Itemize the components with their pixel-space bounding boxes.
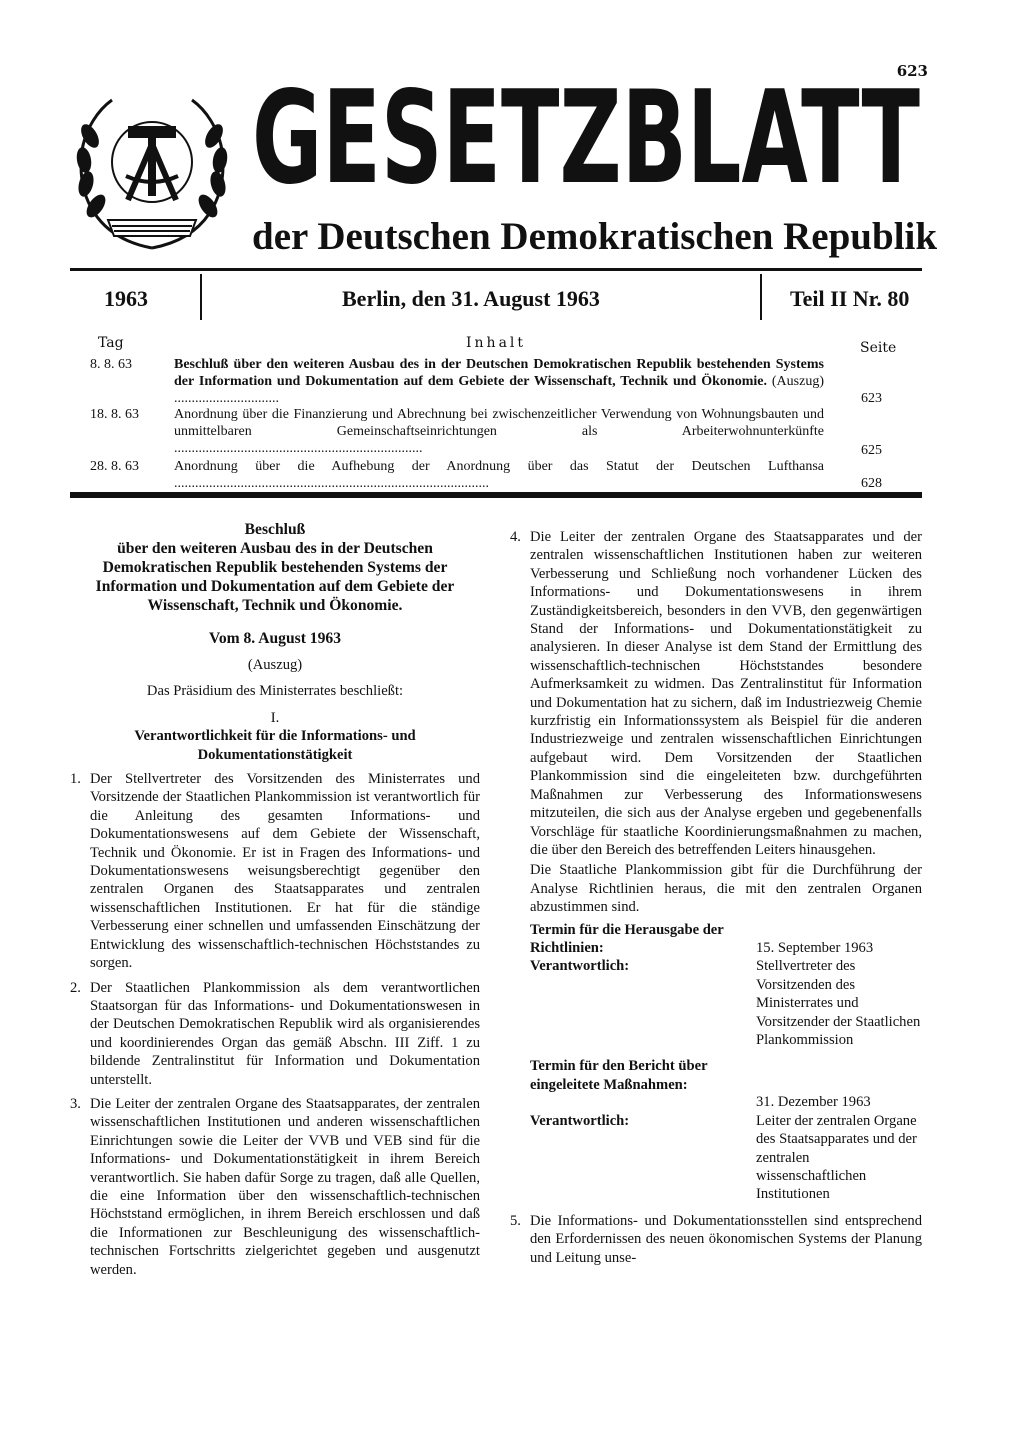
issue-part: Teil II Nr. 80 — [790, 286, 910, 311]
decision-title: Beschluß — [244, 521, 306, 538]
item-number: 4. — [510, 529, 521, 545]
decision-date: Vom 8. August 1963 — [209, 630, 341, 647]
toc-entry-suffix: (Auszug) .............................. — [174, 374, 824, 406]
toc-entry-page: 625 — [861, 443, 882, 458]
item-text: Die Leiter der zentralen Organe des Staatsapparates, der zentralen wissenschaftlichen Institutionen und anderen wissenschaftlichen Einrichtungen sowie die Leiter der VVB und VEB sind für die Informations- und Dokumentationstätigkeit in ihrem Bereich verantwortlich. Sie haben dafür Sorge zu tragen, daß alle Quellen, die eine Information über den wissenschaftlich-technischen Höchststand ermöglichen, in ihrem Bereich erschlossen und daß die Informationen zur Beschleunigung des wissenschaftlich-technischen Fortschritts zielgerichtet gegeben und ausgenutzt werden. — [90, 1095, 480, 1278]
item-text: Die Leiter der zentralen Organe des Staatsapparates und der zentralen wissenschaftlichen Institutionen haben zur weiteren Verbesserung und Schließung noch vorhandener Lücken des Informations- und Dokumentationswesens in ihrem Zuständigkeitsbereich, besonders in den VVB, den gegenwärtigen Stand der Informations- und Dokumentationstätigkeit zu analysieren. In dieser Analyse ist dem Stand der Ermittlung des wissenschaftlich-technischen Höchststandes besondere Aufmerksamkeit zu widmen. Das Zentralinstitut für Information und Dokumentation hat zu sichern, daß im Industriezweig Chemie kurzfristig ein Informationssystem als Beispiel für die anderen Industriezweige und zentralen wissenschaftlichen Einrichtungen aufgebaut wird. Dem Vorsitzenden der Staatlichen Plankommission sind die eingeleiteten bzw. durchgeführten Maßnahmen zur Verbesserung des Informationswesens mitzuteilen, die sich aus der Analyse ergeben und gegebenenfalls Vorschläge für staatliche Koordinierungsmaßnahmen zu machen, die über den Bereich des betreffenden Leiters hinausgehen. — [530, 529, 922, 858]
toc-entry-title: Beschluß über den weiteren Ausbau des in der Deutschen Demokratischen Republik bestehenden Systems der Information und Dokumentation auf dem Gebiete der Wissenschaft, Technik und Ökonomie. — [174, 357, 824, 389]
paragraph-item — [70, 1095, 480, 1279]
issue-bar-divider — [760, 274, 762, 320]
masthead-subtitle: der Deutschen Demokratischen Republik — [252, 215, 938, 258]
extract-note: (Auszug) — [247, 657, 303, 673]
toc-title: Inhalt — [466, 335, 527, 351]
item-text: Die Informations- und Dokumentationsstellen sind entsprechend den Erfordernissen des neuen ökonomischen Systems der Planung und Leitung unse- — [530, 1212, 922, 1266]
item-number: 1. — [70, 771, 81, 788]
svg-text:GESETZBLATT: GESETZBLATT — [252, 78, 920, 196]
toc-day-label: Tag — [98, 335, 124, 351]
issue-place-date: Berlin, den 31. August 1963 — [342, 286, 600, 311]
item-paragraph: Die Staatliche Plankommission gibt für die Durchführung der Analyse Richtlinien heraus, die mit den zentralen Organen abzustimmen sind. — [530, 862, 922, 916]
left-column — [70, 520, 480, 1285]
preamble: Das Präsidium des Ministerrates beschließt: — [146, 683, 404, 700]
issue-bar-rule — [70, 268, 922, 271]
issue-year: 1963 — [104, 286, 148, 311]
schedule-value: 15. September 1963 — [756, 939, 874, 956]
toc-entry-page: 623 — [861, 391, 882, 406]
section-title: Verantwortlichkeit für die Informations- und Dokumentationstätigkeit — [134, 728, 416, 763]
toc-entry-text: Anordnung über die Finanzierung und Abrechnung bei zwischenzeitlicher Verwendung von Wohnungsbauten und unmittelbaren Gemeinschaftseinrichtungen als Arbeiterwohnunterkünfte ....................................................................... — [174, 407, 824, 456]
schedule-value: 31. Dezember 1963 — [756, 1094, 871, 1111]
schedule-label: Verantwortlich: — [530, 1112, 630, 1129]
toc-page-label: Seite — [860, 340, 897, 356]
masthead-title — [252, 78, 924, 196]
schedule-label: Verantwortlich: — [530, 958, 630, 975]
paragraph-item — [70, 770, 480, 972]
item-number: 2. — [70, 979, 81, 996]
page-number: 623 — [896, 62, 928, 80]
toc-divider — [70, 492, 922, 498]
paragraph-item — [510, 1212, 922, 1267]
toc-entry-text: Anordnung über die Aufhebung der Anordnung über das Statut der Deutschen Lufthansa .......................................................................................... — [174, 459, 824, 491]
toc-entry-date: 28. 8. 63 — [90, 459, 139, 474]
toc-entry — [90, 458, 930, 492]
paragraph-item — [70, 979, 480, 1089]
item-number: 5. — [510, 1212, 521, 1229]
toc-entry — [90, 406, 930, 456]
schedule-value: Leiter der zentralen Organe des Staatsapparates und der zentralen wissenschaftlichen Institutionen — [756, 1112, 917, 1203]
gdr-emblem-icon — [68, 88, 236, 256]
section-number: I. — [270, 709, 280, 726]
toc-entry-text — [174, 356, 824, 407]
item-text: Der Staatlichen Plankommission als dem verantwortlichen Staatsorgan für das Informations- und Dokumentationswesen in der Deutschen Demokratischen Republik wird als organisierendes und koordinierendes Organ das gemäß Abschn. III Ziff. 1 zu bildende Zentralinstitut für Information und Dokumentation unterstellt. — [90, 979, 480, 1088]
schedule-value: Stellvertreter des Vorsitzenden des Ministerrates und Vorsitzender der Staatlichen Plankommission — [756, 958, 921, 1048]
toc-entry-date: 8. 8. 63 — [90, 357, 132, 372]
toc-entry-date: 18. 8. 63 — [90, 407, 139, 422]
right-column — [510, 528, 922, 1273]
schedule-table — [510, 921, 922, 1204]
decision-subtitle: über den weiteren Ausbau des in der Deutschen Demokratischen Republik bestehenden Systems der Information und Dokumentation auf dem Gebiete der Wissenschaft, Technik und Ökonomie. — [95, 540, 455, 614]
schedule-label: Termin für den Bericht über eingeleitete Maßnahmen: — [530, 1058, 708, 1093]
item-text: Der Stellvertreter des Vorsitzenden des Ministerrates und Vorsitzende der Staatlichen Plankommission ist verantwortlich für die Anleitung des gesamten Informations- und Dokumentationswesens auf dem Gebiete der Wissenschaft, Technik und Ökonomie. Er ist in Fragen des Informations- und Dokumentationswesens weisungsberechtigt gegenüber den zentralen Organen des Staatsapparates und zentralen wissenschaftlichen Institutionen. Er hat für die ständige Verbesserung einer schnellen und umfassenden Einschätzung der Entwicklung des wissenschaftlich-technischen Höchststandes zu sorgen. — [90, 771, 480, 972]
toc-entry-page: 628 — [861, 476, 882, 491]
schedule-label: Termin für die Herausgabe der Richtlinien: — [530, 921, 724, 956]
item-number: 3. — [70, 1095, 81, 1112]
toc-entry — [90, 356, 930, 406]
paragraph-item — [510, 528, 922, 859]
issue-bar-divider — [200, 274, 202, 320]
